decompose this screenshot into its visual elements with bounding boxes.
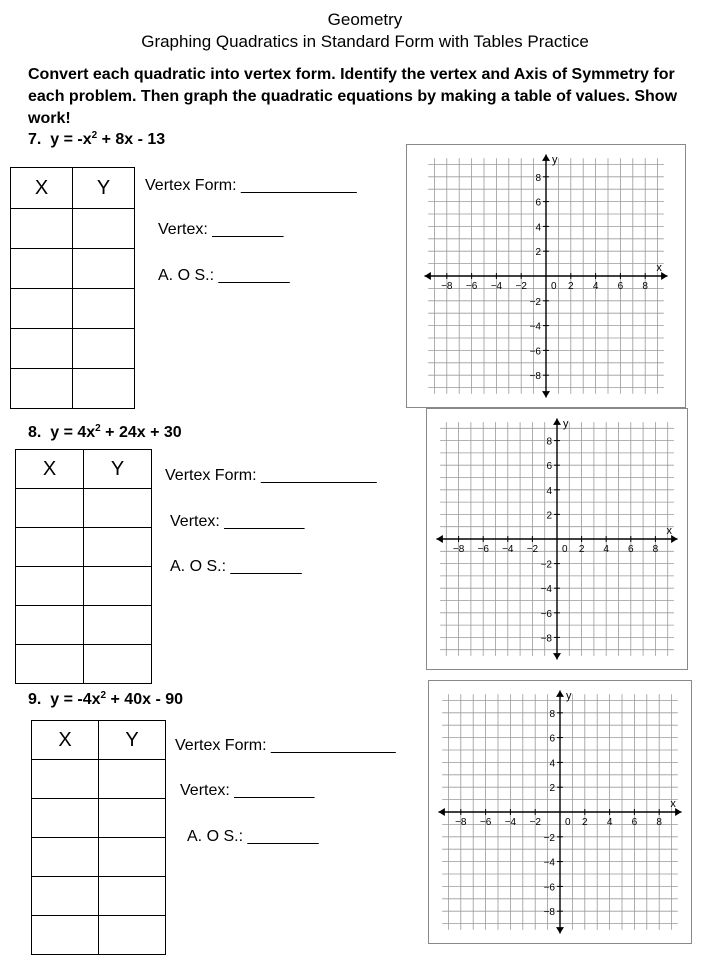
y-cell[interactable] (99, 877, 166, 916)
x-tick-label: 6 (628, 544, 634, 555)
x-cell[interactable] (16, 567, 84, 606)
x-tick-label: 4 (592, 281, 599, 292)
y-tick-label: 6 (535, 197, 541, 209)
table-row (16, 645, 152, 684)
table-header-row (16, 450, 152, 489)
y-tick-label: 4 (549, 758, 555, 770)
y-header: Y (73, 168, 135, 209)
y-tick-label: 8 (535, 172, 541, 184)
y-tick-label: −6 (540, 608, 552, 620)
course-title: Geometry (327, 10, 403, 29)
aos-label: A. O S.: ________ (158, 267, 290, 284)
table-row (32, 916, 166, 955)
table-row (32, 760, 166, 799)
x-cell[interactable] (32, 799, 99, 838)
x-tick-label: −2 (515, 281, 527, 292)
vertex-form-label: Vertex Form: ______________ (175, 737, 396, 754)
vertex-label: Vertex: _________ (180, 782, 315, 799)
y-header: Y (99, 721, 166, 760)
x-header: X (32, 721, 99, 760)
problem-number: 7. (28, 131, 42, 148)
y-tick-label: 6 (546, 461, 552, 473)
vertex-label: Vertex: _________ (170, 513, 305, 530)
problem-number: 8. (28, 424, 42, 441)
equation-part: y = 4x (50, 424, 96, 441)
table-row (32, 799, 166, 838)
problem-8-equation (28, 423, 182, 442)
vertex-form-label: Vertex Form: _____________ (165, 467, 377, 484)
x-tick-label: −4 (490, 281, 503, 292)
exponent: 2 (91, 130, 98, 141)
x-cell[interactable] (32, 877, 99, 916)
y-cell[interactable] (99, 838, 166, 877)
x-cell[interactable] (16, 489, 84, 528)
problem-number: 9. (28, 691, 42, 708)
x-tick-label: −8 (452, 544, 465, 555)
x-tick-label: 8 (652, 544, 659, 555)
y-cell[interactable] (73, 209, 135, 249)
equation-part: + 24x + 30 (100, 424, 182, 441)
y-tick-label: −4 (529, 321, 541, 333)
y-tick-label: −6 (529, 346, 541, 358)
worksheet-title: Graphing Quadratics in Standard Form with Tables Practice (141, 32, 589, 51)
y-tick-label: −8 (540, 633, 552, 645)
vertex-form-label: Vertex Form: _____________ (145, 177, 357, 194)
x-tick-label: −6 (465, 281, 478, 292)
y-tick-label: −4 (543, 857, 555, 869)
equation-part: + 40x - 90 (106, 691, 184, 708)
x-tick-label: 6 (631, 817, 638, 828)
y-cell[interactable] (99, 799, 166, 838)
equation-part: + 8x - 13 (97, 131, 166, 148)
x-tick-label: 0 (551, 281, 557, 292)
x-cell[interactable] (32, 916, 99, 955)
x-tick-label: 2 (568, 281, 574, 292)
x-tick-label: −8 (455, 817, 467, 828)
x-cell[interactable] (11, 209, 73, 249)
y-cell[interactable] (99, 760, 166, 799)
problem-9-equation (28, 690, 183, 709)
table-row (32, 877, 166, 916)
table-row (11, 249, 135, 289)
table-row (11, 289, 135, 329)
y-cell[interactable] (73, 249, 135, 289)
problem-8-graph (426, 408, 688, 670)
x-tick-label: 8 (642, 281, 648, 292)
x-cell[interactable] (16, 528, 84, 567)
table-row (16, 528, 152, 567)
table-header-row (11, 168, 135, 209)
x-tick-label: 0 (565, 817, 571, 828)
y-tick-label: −8 (543, 907, 555, 919)
y-cell[interactable] (73, 289, 135, 329)
problem-9-graph (428, 680, 692, 944)
x-tick-label: −6 (479, 817, 492, 828)
y-axis-label: y (552, 154, 558, 167)
y-tick-label: 6 (549, 733, 555, 745)
y-cell[interactable] (73, 329, 135, 369)
y-tick-label: −6 (543, 882, 555, 894)
x-tick-label: 4 (606, 817, 613, 828)
y-tick-label: −8 (529, 371, 541, 383)
y-tick-label: 2 (549, 783, 555, 795)
x-tick-label: 2 (578, 544, 585, 555)
table-row (11, 369, 135, 409)
y-tick-label: 2 (546, 510, 552, 522)
table-header-row (32, 721, 166, 760)
y-cell[interactable] (84, 567, 152, 606)
y-header: Y (84, 450, 152, 489)
y-axis-label: y (566, 690, 572, 703)
table-row (11, 209, 135, 249)
table-row (16, 606, 152, 645)
x-tick-label: −4 (502, 544, 514, 555)
x-tick-label: 2 (582, 817, 588, 828)
exponent: 2 (100, 690, 107, 701)
y-tick-label: −2 (529, 296, 541, 308)
table-row (32, 838, 166, 877)
y-tick-label: 2 (535, 247, 541, 259)
x-tick-label: −2 (526, 544, 539, 555)
x-tick-label: −2 (529, 817, 541, 828)
x-axis-label: x (666, 525, 672, 537)
x-cell[interactable] (16, 645, 84, 684)
x-tick-label: −6 (477, 544, 489, 555)
x-cell[interactable] (11, 369, 73, 409)
vertex-label: Vertex: ________ (158, 221, 284, 238)
y-cell[interactable] (99, 916, 166, 955)
problem-7-equation (28, 130, 165, 149)
problem-8-xy-table (15, 449, 152, 684)
x-tick-label: −8 (441, 281, 453, 292)
aos-label: A. O S.: ________ (170, 558, 302, 575)
y-tick-label: 8 (546, 436, 552, 448)
table-row (11, 329, 135, 369)
y-cell[interactable] (84, 489, 152, 528)
y-cell[interactable] (84, 606, 152, 645)
x-cell[interactable] (32, 760, 99, 799)
equation-part: y = -4x (50, 691, 101, 708)
table-row (16, 567, 152, 606)
x-tick-label: 8 (656, 817, 662, 828)
y-tick-label: 4 (535, 222, 541, 234)
y-tick-label: 4 (546, 485, 552, 497)
x-cell[interactable] (16, 606, 84, 645)
problem-7-xy-table (10, 167, 135, 409)
table-row (16, 489, 152, 528)
y-tick-label: −2 (540, 559, 552, 571)
x-cell[interactable] (11, 289, 73, 329)
x-tick-label: −4 (504, 817, 517, 828)
equation-part: y = -x (50, 131, 92, 148)
instructions: Convert each quadratic into vertex form. Identify the vertex and Axis of Symmetry for each problem. Then graph the quadratic equations by making a table of values. Show work! (28, 66, 678, 127)
y-tick-label: −4 (540, 584, 552, 596)
y-axis-label: y (563, 418, 569, 431)
problem-9-xy-table (31, 720, 166, 955)
y-tick-label: −2 (543, 832, 555, 844)
problem-7-graph (406, 144, 686, 408)
x-axis-label: x (656, 262, 662, 274)
x-cell[interactable] (32, 838, 99, 877)
x-tick-label: 0 (562, 544, 568, 555)
y-cell[interactable] (84, 645, 152, 684)
aos-label: A. O S.: ________ (187, 828, 319, 845)
exponent: 2 (95, 423, 101, 434)
x-cell[interactable] (11, 249, 73, 289)
x-cell[interactable] (11, 329, 73, 369)
x-tick-label: 4 (603, 544, 609, 555)
y-cell[interactable] (84, 528, 152, 567)
x-header: X (16, 450, 84, 489)
x-header: X (11, 168, 73, 209)
x-axis-label: x (670, 798, 676, 810)
y-tick-label: 8 (549, 708, 555, 720)
x-tick-label: 6 (617, 281, 624, 292)
y-cell[interactable] (73, 369, 135, 409)
